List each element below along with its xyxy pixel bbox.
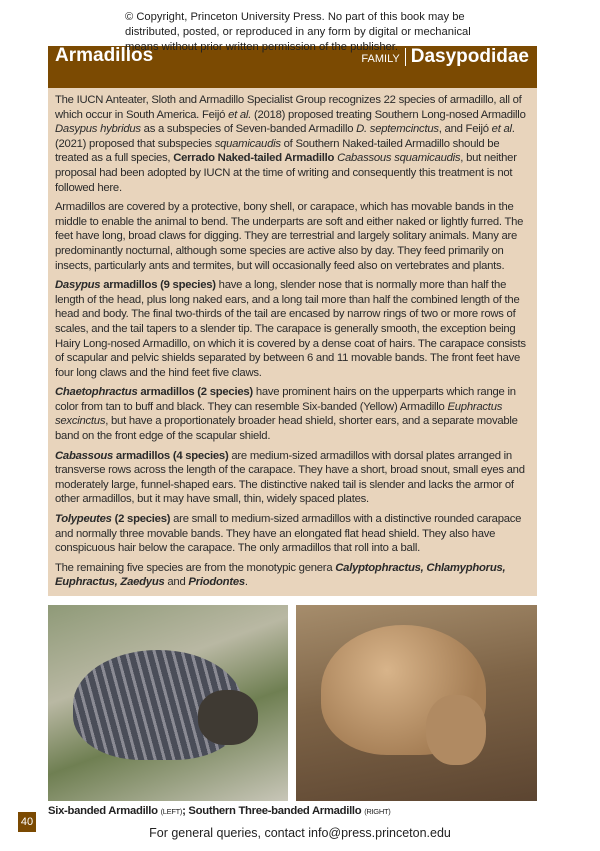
paragraph	[55, 93, 533, 195]
text-run: armadillos (2 species)	[137, 386, 253, 399]
text-run: . (2021) proposed that subspecies	[55, 123, 515, 150]
paragraph	[55, 385, 533, 443]
text-run: are medium-sized armadillos with dorsal plates arranged in transverse rows across the length of the carapace. They have a short, broad snout, small eyes and moderately large, funnel-shaped ears. The distinctive naked tail is slender and lacks the armor of other armadillos, but it may have small, thin, widely spaced plates.	[55, 449, 525, 506]
text-run: , but neither proposal had been adopted by IUCN at the time of writing and consequently this treatment is not followed here.	[55, 152, 517, 194]
text-run: Cabassous	[55, 449, 114, 462]
text-run: , but have a proportionately broader head shield, shorter ears, and a separate movable band on the front edge of the scapular shield.	[55, 415, 518, 443]
photo-caption	[48, 805, 390, 817]
caption-left-name: Six-banded Armadillo	[48, 805, 158, 817]
paragraph	[55, 278, 533, 380]
photo-six-banded-armadillo	[48, 605, 288, 801]
text-run: , and Feijó	[438, 123, 492, 136]
text-run: Calyptophractus, Chlamyphorus, Euphractus, Zaedyus	[55, 561, 506, 589]
armadillo-head	[198, 690, 258, 745]
text-run: Chaetophractus	[55, 386, 138, 399]
text-run: et al.	[228, 108, 252, 121]
body-text	[55, 93, 533, 595]
armadillo-head	[426, 695, 486, 765]
text-run: Dasypus	[55, 279, 101, 292]
photo-three-banded-armadillo	[296, 605, 537, 801]
page-title: Armadillos	[55, 45, 154, 66]
text-run: Armadillos are covered by a protective, bony shell, or carapace, which has movable bands in the middle to enable the animal to bend. The underparts are soft and either naked or lightly furred. The feet have long, broad claws for digging. They are terrestrial and largely solitary animals. Many are predominantly nocturnal, although some species are active also by day. They feed primarily on insects, particularly ants and termites, but will occasionally feed also on vertebrates and plants.	[55, 201, 524, 272]
text-run: Euphractus sexcinctus	[55, 400, 503, 428]
text-run: .	[244, 576, 248, 589]
text-run: The remaining five species are from the monotypic genera	[55, 561, 336, 574]
caption-left-tag: (LEFT)	[160, 807, 183, 816]
footer-contact: For general queries, contact info@press.princeton.edu	[149, 826, 451, 840]
paragraph	[55, 200, 533, 273]
text-run: have prominent hairs on the upperparts which range in color from tan to buff and black. They can resemble Six-banded (Yellow) Armadillo	[55, 386, 516, 413]
text-run: as a subspecies of Seven-banded Armadillo	[140, 123, 357, 136]
text-panel	[48, 88, 537, 596]
text-run: armadillos (4 species)	[113, 449, 229, 462]
caption-separator: ;	[182, 805, 189, 817]
text-run: of Southern Naked-tailed Armadillo should be treated as a full species,	[55, 137, 500, 165]
text-run: are small to medium-sized armadillos with a distinctive rounded carapace and normally three movable bands. They have an elongated flat head shield. They also have conspicuous hair below the carapace. The only armadillos that roll into a ball.	[55, 513, 522, 555]
text-run: Cerrado Naked-tailed Armadillo	[173, 152, 335, 165]
paragraph	[55, 449, 533, 507]
text-run: Dasypus hybridus	[55, 123, 141, 136]
caption-right-name: Southern Three-banded Armadillo	[188, 805, 362, 817]
caption-right-tag: (RIGHT)	[364, 807, 391, 816]
text-run: Cabassous squamicaudis	[337, 152, 461, 165]
text-run: Priodontes	[188, 576, 245, 589]
text-run: (2 species)	[111, 513, 171, 526]
text-run: et al	[491, 123, 512, 136]
text-run: Tolypeutes	[55, 513, 112, 526]
text-run: and	[164, 576, 189, 589]
text-run: armadillos (9 species)	[100, 279, 216, 292]
family-tag: FAMILY	[361, 53, 400, 65]
text-run: (2018) proposed treating Southern Long-nosed Armadillo	[251, 108, 526, 121]
text-run: have a long, slender nose that is normally more than half the length of the head, plus long naked ears, and a long tail more than half the combined length of the head and body. The final two-thirds of the tail are encased by narrow rings of two or more rows of scales, and the tail tapers to a slender tip. The carapace is generally smooth, the exception being Hairy Long-nosed Armadillo, on which it is covered by a dense coat of hairs. The carapace consists of scapular and pelvic shields separated by between 6 and 11 movable bands. The front feet have four long claws and the hind feet five claws.	[55, 279, 526, 379]
text-run: D. septemcinctus	[356, 123, 439, 136]
paragraph	[55, 512, 533, 556]
page-number: 40	[18, 812, 36, 832]
text-run: The IUCN Anteater, Sloth and Armadillo Specialist Group recognizes 22 species of armadillo, all of which occur in South America. Feijó	[55, 94, 522, 121]
paragraph	[55, 561, 533, 590]
family-name: Dasypodidae	[410, 46, 529, 67]
text-run: squamicaudis	[214, 137, 281, 150]
copyright-notice: © Copyright, Princeton University Press. No part of this book may be distributed, posted, or reproduced in any form by digital or mechanical means without prior written permission of the publisher.	[125, 11, 471, 53]
